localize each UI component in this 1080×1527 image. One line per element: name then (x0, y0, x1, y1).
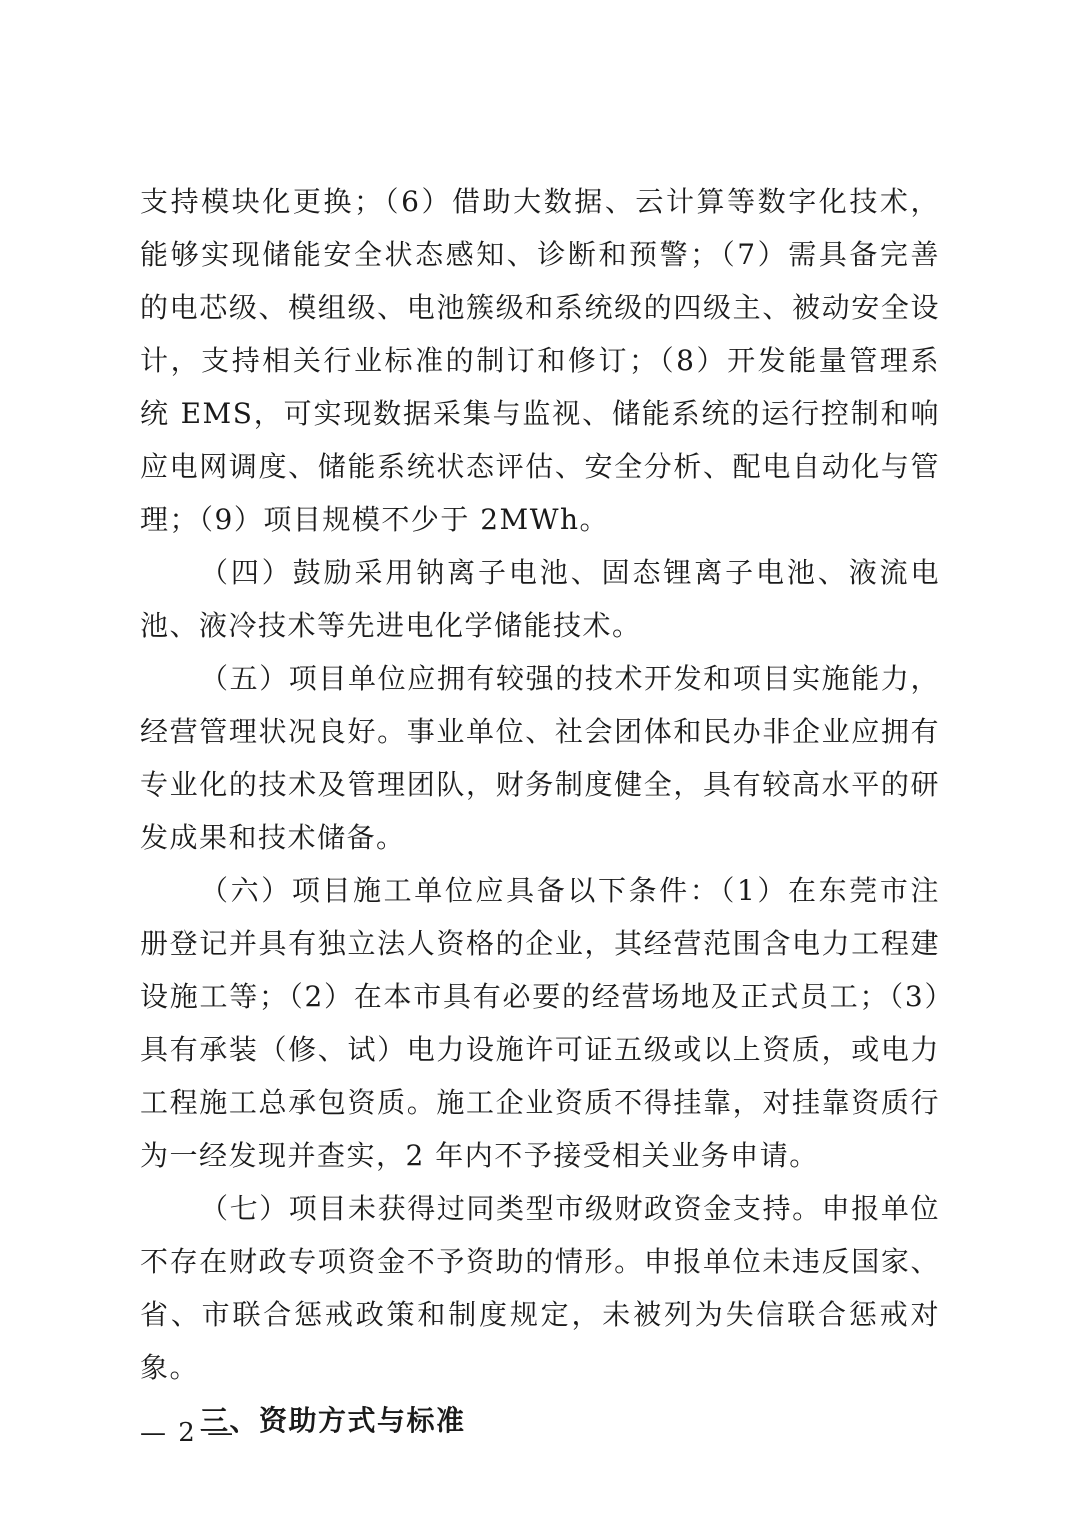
paragraph-item-6: （六）项目施工单位应具备以下条件：（1）在东莞市注册登记并具有独立法人资格的企业，其经营范围含电力工程建设施工等；（2）在本市具有必要的经营场地及正式员工；（3）具有承装（修、试）电力设施许可证五级或以上资质，或电力工程施工总承包资质。施工企业资质不得挂靠，对挂靠资质行为一经发现并查实，2 年内不予接受相关业务申请。 (140, 874, 940, 1172)
section-heading: 三、资助方式与标准 (200, 1404, 466, 1437)
paragraph-item-4: （四）鼓励采用钠离子电池、固态锂离子电池、液流电池、液冷技术等先进电化学储能技术。 (140, 556, 940, 642)
page-number: — 2 — (140, 1418, 236, 1448)
document-body (140, 175, 940, 1447)
paragraph-continued: 支持模块化更换；（6）借助大数据、云计算等数字化技术，能够实现储能安全状态感知、诊断和预警；（7）需具备完善的电芯级、模组级、电池簇级和系统级的四级主、被动安全设计，支持相关行业标准的制订和修订；（8）开发能量管理系统 EMS，可实现数据采集与监视、储能系统的运行控制和响应电网调度、储能系统状态评估、安全分析、配电自动化与管理；（9）项目规模不少于 2MWh。 (140, 185, 940, 536)
paragraph-item-5: （五）项目单位应拥有较强的技术开发和项目实施能力，经营管理状况良好。事业单位、社会团体和民办非企业应拥有专业化的技术及管理团队，财务制度健全，具有较高水平的研发成果和技术储备。 (140, 662, 940, 854)
paragraph-item-7: （七）项目未获得过同类型市级财政资金支持。申报单位不存在财政专项资金不予资助的情形。申报单位未违反国家、省、市联合惩戒政策和制度规定，未被列为失信联合惩戒对象。 (140, 1192, 940, 1384)
